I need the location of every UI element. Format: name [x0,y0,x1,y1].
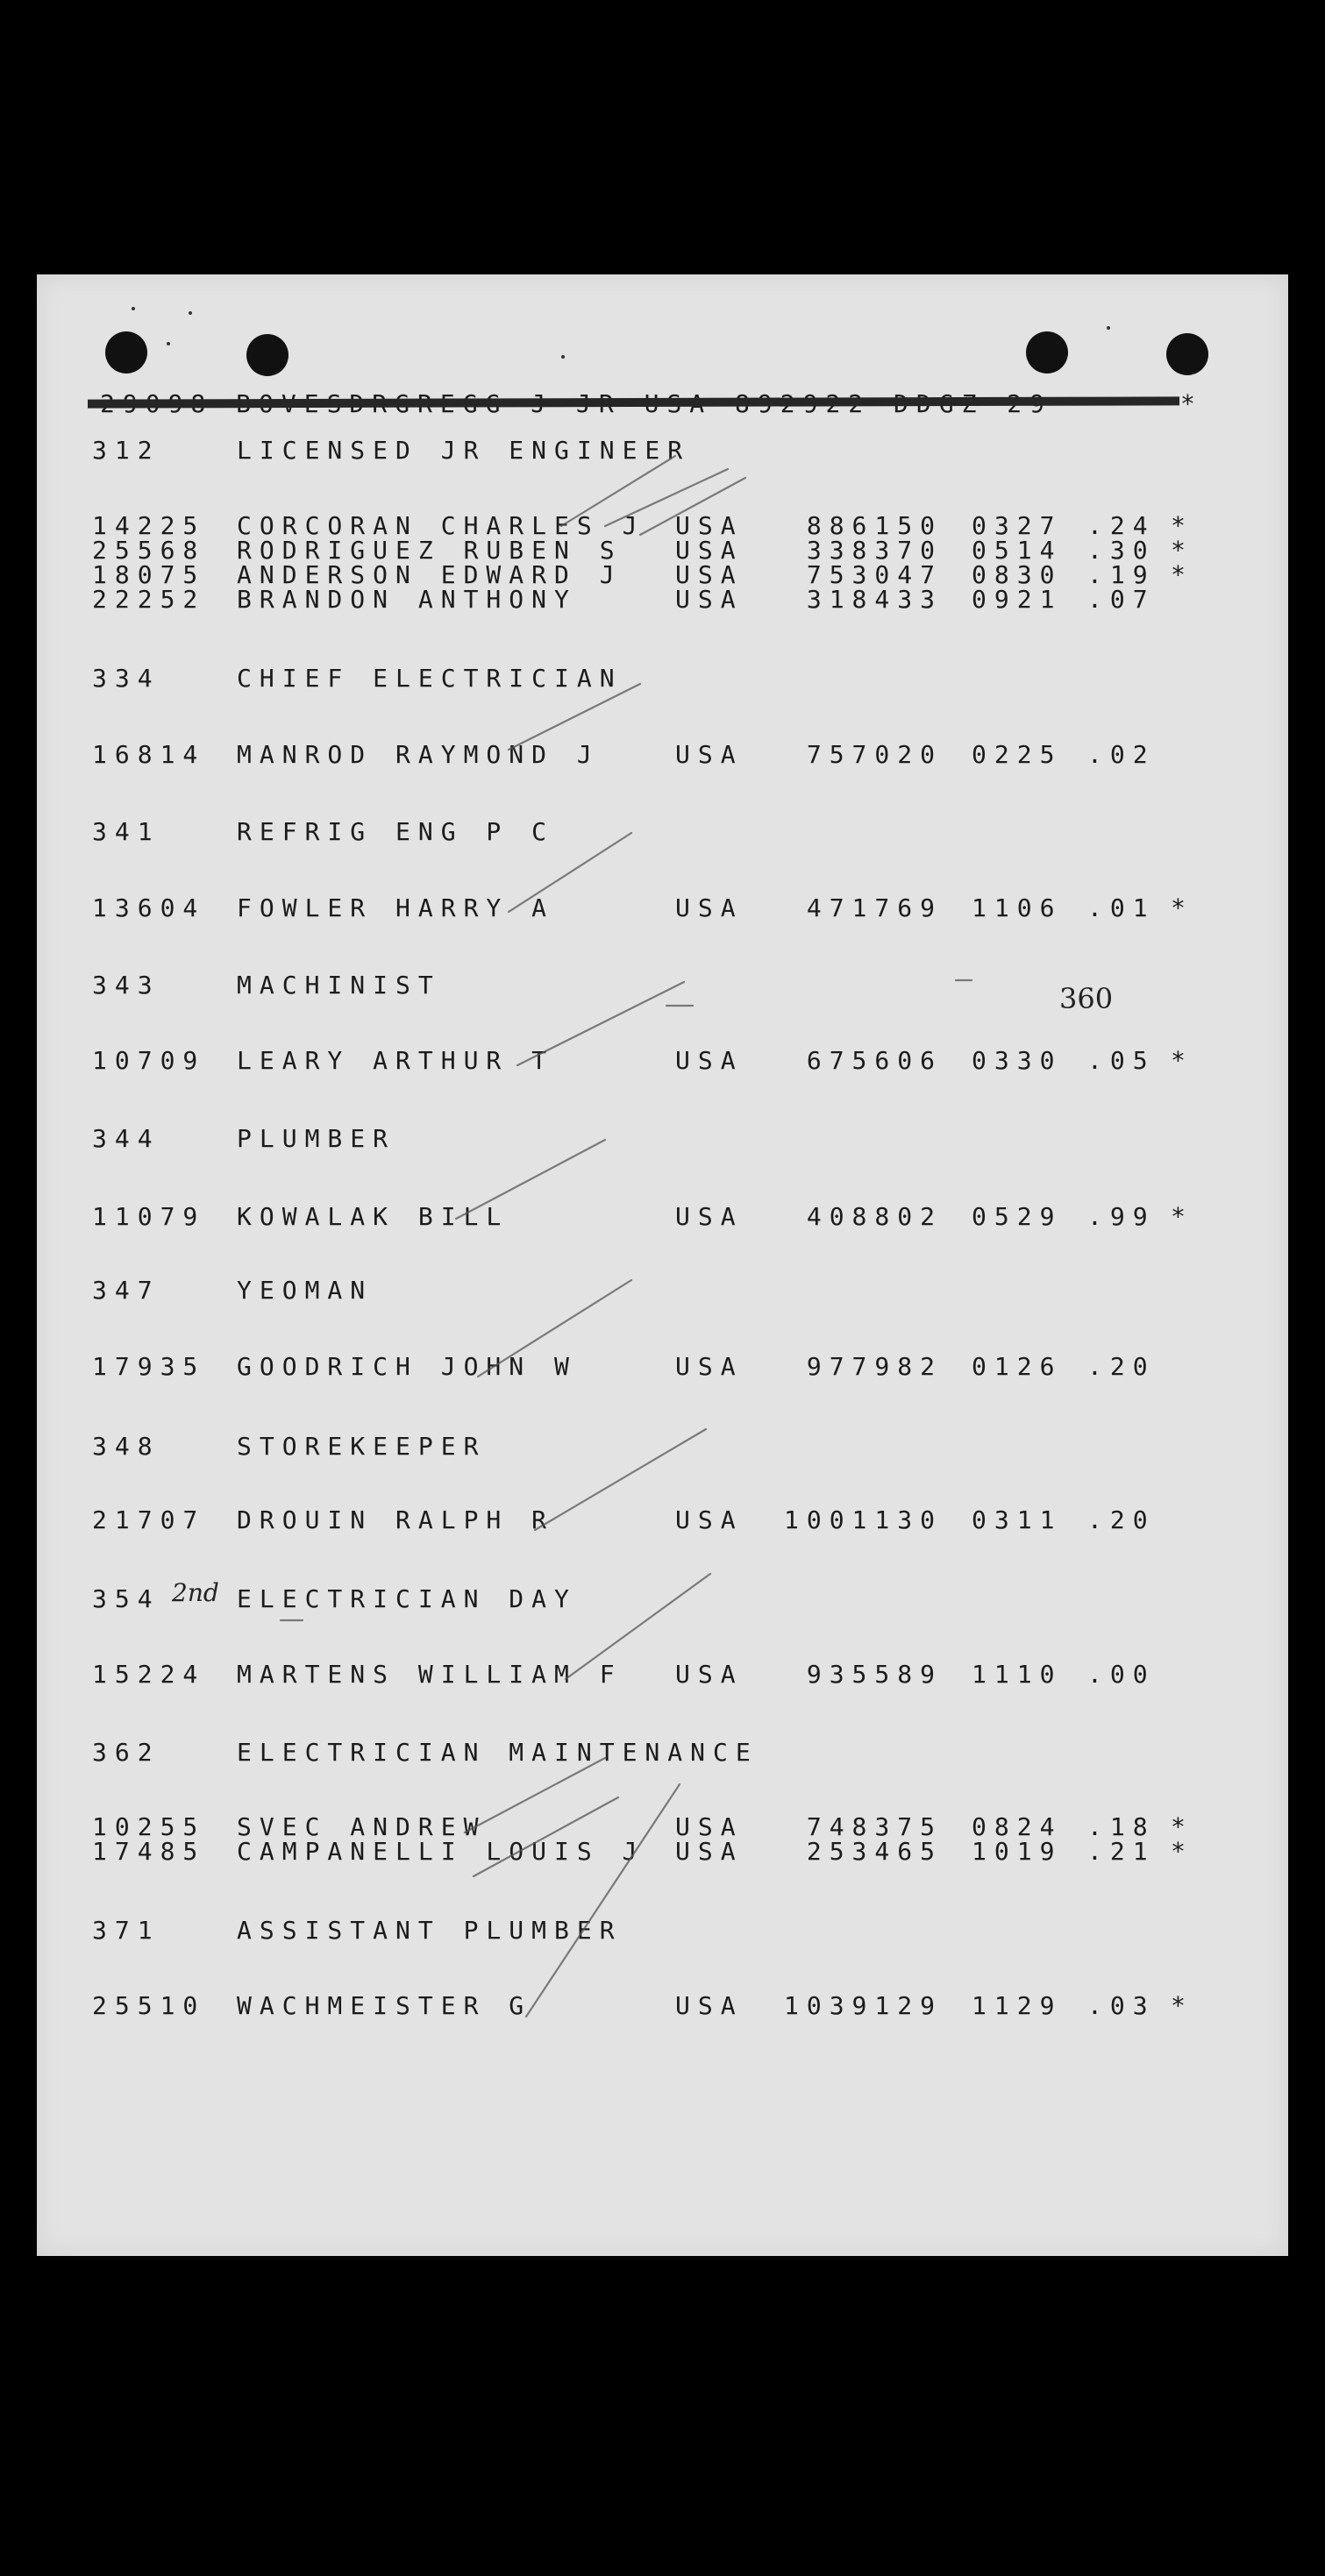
section-title: MACHINIST [237,971,441,1000]
entry-mark: * [1171,536,1193,565]
entry-mark: * [1171,893,1193,922]
entry-country: USA [675,536,744,565]
section-code: 343 [92,971,160,1000]
section-code: 362 [92,1738,160,1767]
entry-id: 11079 [92,1202,206,1231]
entry-number: 408802 [806,1202,943,1231]
section-code: 347 [92,1276,160,1305]
entry-country: USA [675,1505,744,1534]
entry-mark: * [1171,511,1193,540]
entry-number: 1001130 [783,1505,943,1534]
entry-mark: * [1171,1991,1193,2020]
entry-number: 318433 [806,585,943,614]
entry-value: .20 [1087,1505,1156,1534]
entry-value: .00 [1087,1660,1156,1689]
entry-country: USA [675,1202,744,1231]
section-title: ELECTRICIAN MAINTENANCE [237,1738,759,1767]
entry-date: 0225 [972,740,1063,769]
section-code: 334 [92,664,160,693]
entry-name: CAMPANELLI LOUIS J [237,1837,645,1866]
entry-date: 0921 [972,585,1063,614]
entry-country: USA [675,560,744,589]
entry-date: 1106 [972,893,1063,922]
entry-name: ANDERSON EDWARD J [237,560,623,589]
section-title: LICENSED JR ENGINEER [237,436,691,465]
entry-value: .19 [1087,560,1156,589]
punch-hole [1026,331,1068,374]
entry-country: USA [675,1837,744,1866]
entry-value: .01 [1087,893,1156,922]
entry-value: .24 [1087,511,1156,540]
entry-value: .20 [1087,1352,1156,1381]
entry-id: 10255 [92,1812,206,1841]
entry-value: .99 [1087,1202,1156,1231]
entry-id: 18075 [92,560,206,589]
entry-name: RODRIGUEZ RUBEN S [237,536,623,565]
speck [132,307,135,310]
entry-date: 0830 [972,560,1063,589]
section-code: 312 [92,436,160,465]
entry-country: USA [675,1046,744,1075]
entry-name: MARTENS WILLIAM F [237,1660,623,1689]
entry-number: 886150 [806,511,943,540]
speck [189,311,192,315]
section-code: 341 [92,817,160,846]
punch-hole [246,334,289,376]
entry-mark: * [1171,1837,1193,1866]
entry-country: USA [675,1352,744,1381]
section-title: PLUMBER [237,1124,396,1153]
section-title: REFRIG ENG P C [237,817,555,846]
punch-hole [105,331,147,374]
entry-name: CORCORAN CHARLES J [237,511,645,540]
punch-hole [1166,333,1208,375]
entry-name: MANROD RAYMOND J [237,740,600,769]
entry-id: 17485 [92,1837,206,1866]
section-code: 354 [92,1584,160,1613]
struck-through-entry [88,386,1195,421]
section-title: ASSISTANT PLUMBER [237,1916,623,1945]
entry-value: .07 [1087,585,1156,614]
entry-date: 0514 [972,536,1063,565]
section-code: 344 [92,1124,160,1153]
entry-date: 1129 [972,1991,1063,2020]
entry-id: 16814 [92,740,206,769]
entry-mark: * [1171,560,1193,589]
entry-country: USA [675,1991,744,2020]
entry-id: 22252 [92,585,206,614]
entry-name: SVEC ANDREW [237,1812,487,1841]
entry-date: 1110 [972,1660,1063,1689]
entry-date: 1019 [972,1837,1063,1866]
entry-number: 253465 [806,1837,943,1866]
entry-country: USA [675,1812,744,1841]
entry-id: 21707 [92,1505,206,1534]
entry-name: FOWLER HARRY A [237,893,555,922]
entry-number: 757020 [806,740,943,769]
entry-name: DROUIN RALPH R [237,1505,555,1534]
entry-id: 10709 [92,1046,206,1075]
entry-country: USA [675,511,744,540]
entry-number: 935589 [806,1660,943,1689]
entry-country: USA [675,585,744,614]
entry-date: 0824 [972,1812,1063,1841]
entry-number: 977982 [806,1352,943,1381]
entry-date: 0311 [972,1505,1063,1534]
section-title: YEOMAN [237,1276,374,1305]
entry-mark: * [1171,1202,1193,1231]
section-title: CHIEF ELECTRICIAN [237,664,623,693]
entry-value: .05 [1087,1046,1156,1075]
handwritten-annotation: 2nd [172,1578,219,1607]
entry-number: 338370 [806,536,943,565]
entry-mark: * [1171,1812,1193,1841]
entry-id: 17935 [92,1352,206,1381]
entry-mark: * [1171,1046,1193,1075]
entry-id: 15224 [92,1660,206,1689]
entry-name: KOWALAK BILL [237,1202,509,1231]
entry-name: WACHMEISTER G [237,1991,532,2020]
speck [167,342,170,345]
entry-date: 0327 [972,511,1063,540]
entry-country: USA [675,893,744,922]
entry-number: 675606 [806,1046,943,1075]
entry-country: USA [675,740,744,769]
entry-country: USA [675,1660,744,1689]
entry-date: 0529 [972,1202,1063,1231]
entry-value: .18 [1087,1812,1156,1841]
entry-name: BRANDON ANTHONY [237,585,577,614]
entry-id: 13604 [92,893,206,922]
entry-number: 1039129 [783,1991,943,2020]
entry-name: LEARY ARTHUR T [237,1046,555,1075]
entry-number: 753047 [806,560,943,589]
entry-id: 25568 [92,536,206,565]
entry-value: .21 [1087,1837,1156,1866]
speck [1107,326,1110,330]
section-code: 371 [92,1916,160,1945]
handwritten-page-number: 360 [1059,982,1114,1015]
section-code: 348 [92,1432,160,1461]
entry-value: .30 [1087,536,1156,565]
section-title: STOREKEEPER [237,1432,487,1461]
entry-id: 14225 [92,511,206,540]
entry-id: 25510 [92,1991,206,2020]
entry-date: 0126 [972,1352,1063,1381]
struck-entry-mark: * [1180,389,1195,418]
section-title: ELECTRICIAN DAY [237,1584,577,1613]
entry-date: 0330 [972,1046,1063,1075]
entry-value: .03 [1087,1991,1156,2020]
speck [561,355,565,359]
entry-number: 748375 [806,1812,943,1841]
entry-name: GOODRICH JOHN W [237,1352,577,1381]
entry-value: .02 [1087,740,1156,769]
entry-number: 471769 [806,893,943,922]
